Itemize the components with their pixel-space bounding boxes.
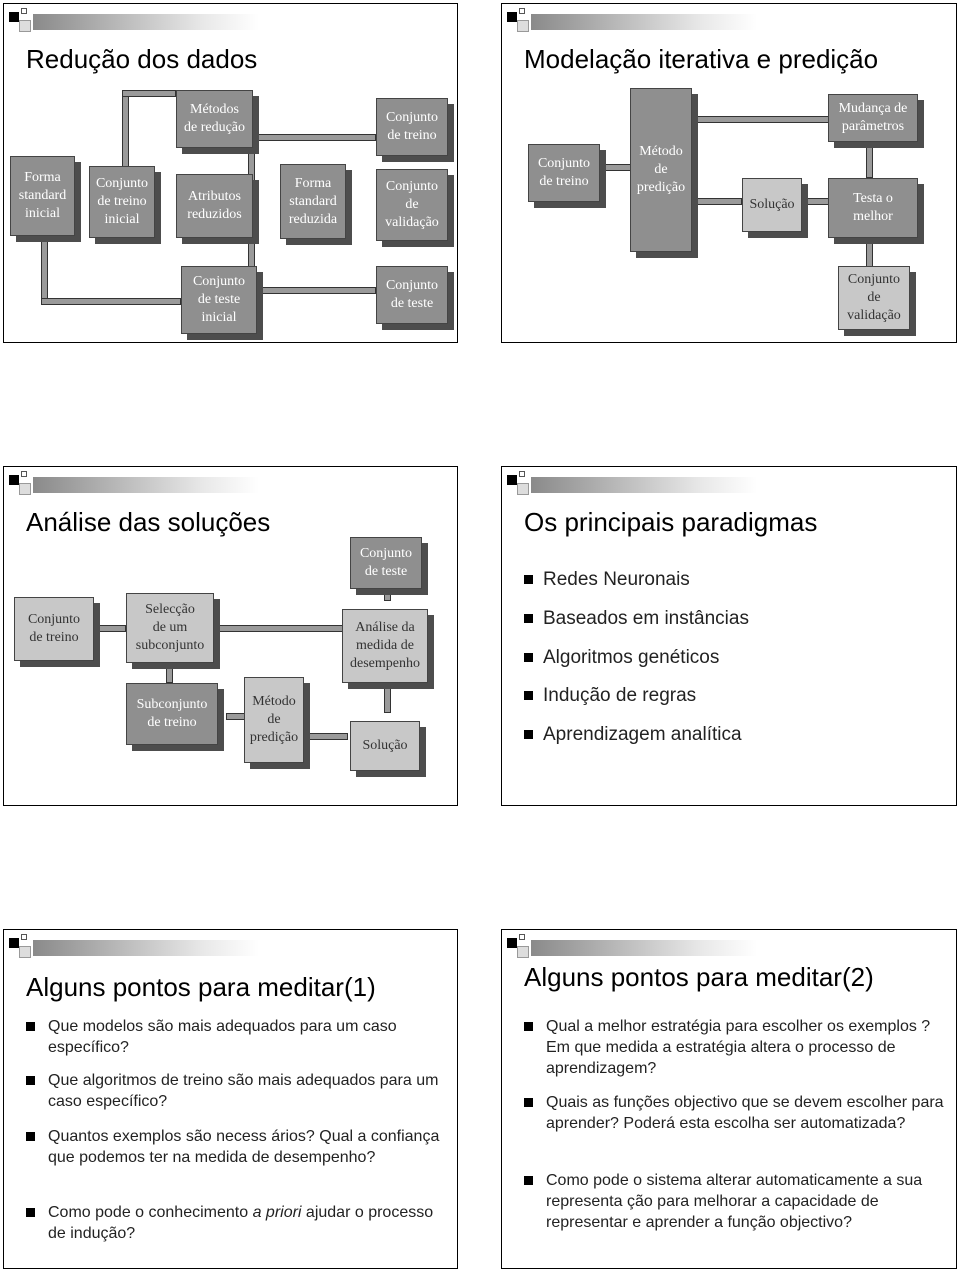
box-conjunto-teste: Conjunto de teste — [350, 537, 422, 589]
point-item: Que algoritmos de treino são mais adequados para um caso específico? — [26, 1070, 447, 1112]
box-subconjunto-treino: Subconjunto de treino — [126, 683, 218, 745]
box-atributos-reduzidos: Atributos reduzidos — [176, 174, 253, 238]
connector — [248, 287, 376, 294]
slide-pontos-meditar-2 — [501, 929, 957, 1269]
box-forma-standard-inicial: Forma standard inicial — [10, 156, 75, 236]
box-solucao: Solução — [742, 178, 802, 232]
slide-principais-paradigmas — [501, 466, 957, 806]
connector — [226, 713, 246, 720]
bullet-item: Indução de regras — [524, 685, 696, 707]
connector — [122, 90, 176, 97]
point-item: Que modelos são mais adequados para um caso específico? — [26, 1016, 447, 1058]
connector — [166, 663, 173, 683]
slide-decoration — [507, 8, 757, 34]
slide-title: Os principais paradigmas — [524, 507, 818, 537]
connector — [602, 164, 632, 171]
box-conjunto-teste: Conjunto de teste — [376, 266, 448, 324]
connector — [94, 625, 126, 632]
box-testa-melhor: Testa o melhor — [828, 178, 918, 238]
slide-title: Análise das soluções — [26, 507, 271, 537]
point-item: Quais as funções objectivo que se devem escolher para aprender? Poderá esta escolha ser automatizada? — [524, 1092, 946, 1134]
bullet-item: Baseados em instâncias — [524, 608, 749, 630]
slide-title: Modelação iterativa e predição — [524, 44, 879, 74]
slide-reducao-dados — [3, 3, 458, 343]
box-analise-medida-desempenho: Análise da medida de desempenho — [342, 609, 428, 683]
box-conjunto-validacao: Conjunto de validação — [376, 169, 448, 241]
box-metodo-predicao: Método de predição — [630, 88, 692, 252]
box-mudanca-parametros: Mudança de parâmetros — [828, 94, 918, 142]
connector — [41, 236, 48, 304]
slide-analise-solucoes — [3, 466, 458, 806]
connector — [214, 625, 346, 632]
slide-decoration — [9, 471, 259, 497]
slide-decoration — [507, 934, 757, 960]
slide-decoration — [9, 8, 259, 34]
connector — [384, 589, 391, 601]
bullet-item: Algoritmos genéticos — [524, 647, 719, 669]
point-item: Qual a melhor estratégia para escolher os exemplos ? Em que medida a estratégia altera o processo de aprendizagem? — [524, 1016, 946, 1079]
slide-title: Redução dos dados — [26, 44, 258, 74]
bullet-item: Redes Neuronais — [524, 569, 690, 591]
connector — [692, 198, 742, 205]
box-seleccao-subconjunto: Selecção de um subconjunto — [126, 593, 214, 663]
box-solucao: Solução — [350, 721, 420, 771]
slide-decoration — [9, 934, 259, 960]
point-item: Como pode o conhecimento a priori ajudar o processo de indução? — [26, 1202, 447, 1244]
point-item: Quantos exemplos são necess ários? Qual a confiança que podemos ter na medida de desempenho? — [26, 1126, 447, 1168]
box-conjunto-treino: Conjunto de treino — [376, 98, 448, 156]
connector — [248, 134, 376, 141]
box-conjunto-validacao: Conjunto de validação — [838, 266, 910, 330]
point-item: Como pode o sistema alterar automaticamente a sua representa ção para melhorar a capacidade de representar e aprender a função objectivo? — [524, 1170, 946, 1233]
slide-pontos-meditar-1 — [3, 929, 458, 1269]
box-conjunto-treino-inicial: Conjunto de treino inicial — [89, 166, 155, 238]
box-conjunto-treino: Conjunto de treino — [14, 597, 94, 661]
box-metodo-predicao: Método de predição — [244, 677, 304, 763]
connector — [41, 298, 181, 305]
bullet-item: Aprendizagem analítica — [524, 724, 742, 746]
connector — [692, 116, 832, 123]
slide-decoration — [507, 471, 757, 497]
slide-title: Alguns pontos para meditar(2) — [524, 962, 874, 992]
connector — [122, 90, 129, 170]
connector — [866, 142, 873, 178]
box-forma-standard-reduzida: Forma standard reduzida — [280, 164, 346, 239]
slide-modelacao-iterativa — [501, 3, 957, 343]
box-metodos-reducao: Métodos de redução — [176, 90, 253, 148]
connector — [384, 683, 391, 713]
box-conjunto-treino: Conjunto de treino — [528, 144, 600, 202]
slide-title: Alguns pontos para meditar(1) — [26, 972, 376, 1002]
connector — [304, 733, 348, 740]
box-conjunto-teste-inicial: Conjunto de teste inicial — [181, 266, 257, 334]
